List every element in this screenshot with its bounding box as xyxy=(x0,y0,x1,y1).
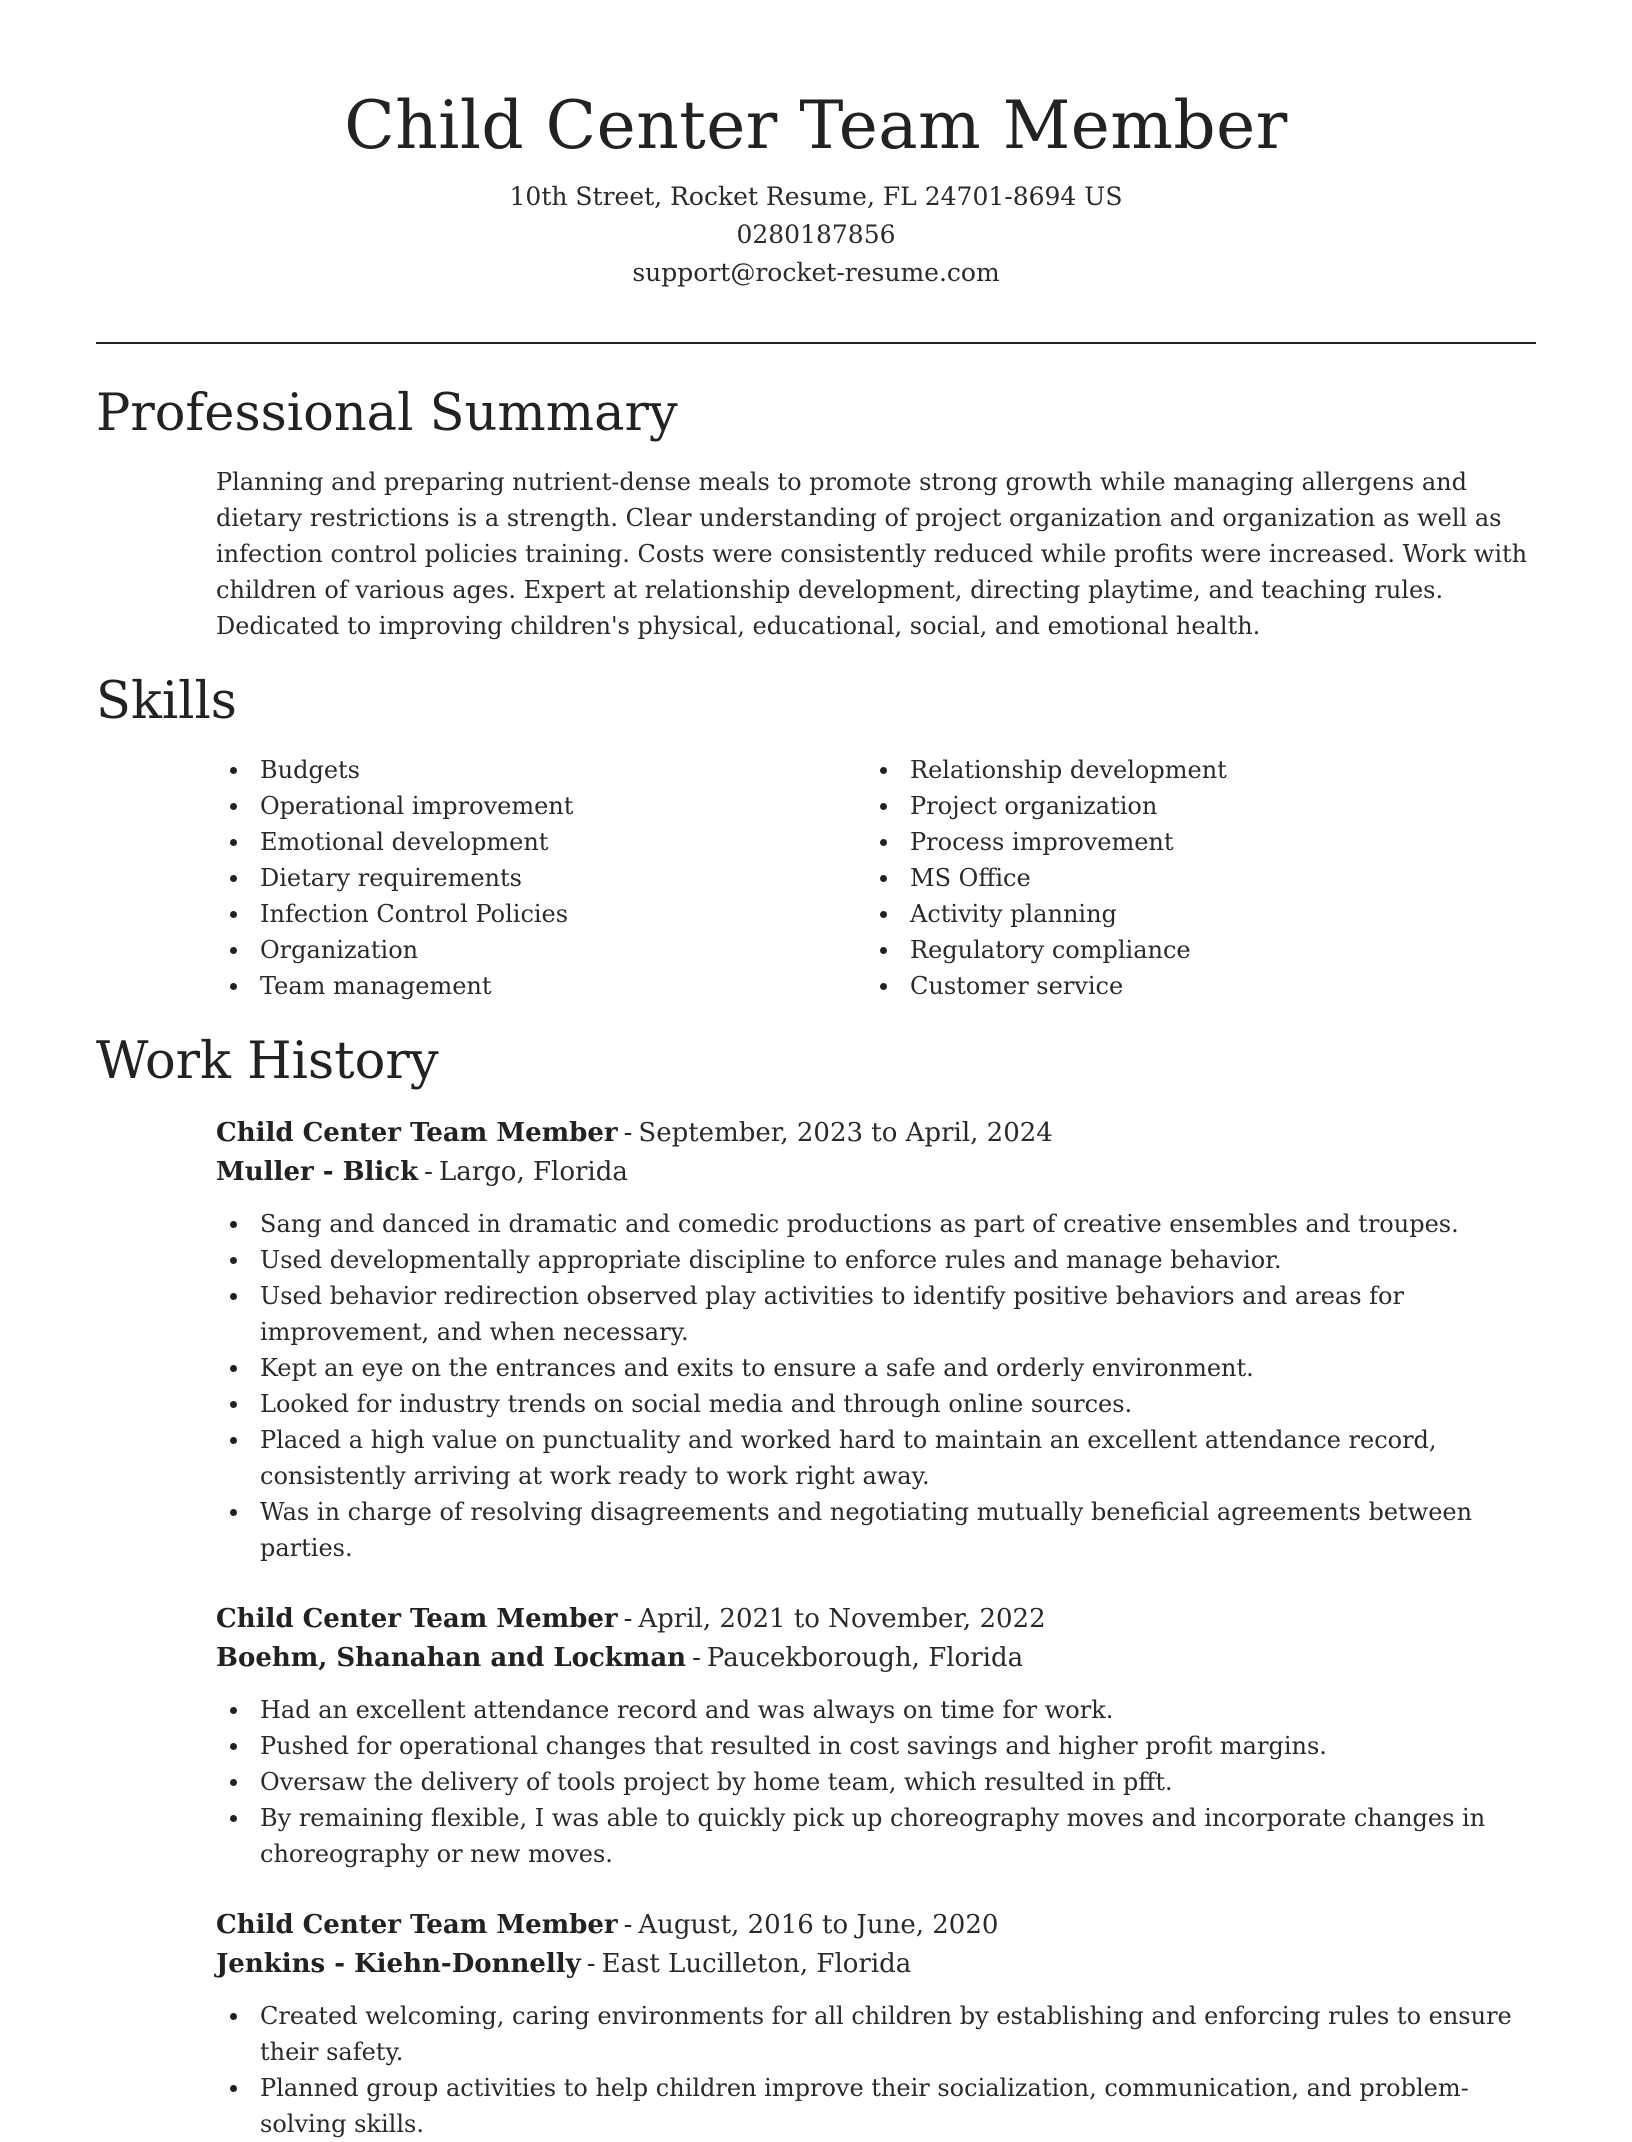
job-bullets xyxy=(216,1206,1536,1566)
separator: - xyxy=(692,1643,701,1673)
skill-item: Process improvement xyxy=(866,824,1516,860)
skill-item: Emotional development xyxy=(216,824,866,860)
contact-email: support@rocket-resume.com xyxy=(632,258,1000,287)
separator: - xyxy=(586,1949,596,1979)
job-bullets xyxy=(216,1998,1536,2142)
job-entry xyxy=(216,1114,1536,1566)
skill-item: Budgets xyxy=(216,752,866,788)
job-bullet: Pushed for operational changes that resulted in cost savings and higher profit margins. xyxy=(216,1728,1536,1764)
job-bullet: By remaining flexible, I was able to quickly pick up choreography moves and incorporate changes in choreography or new moves. xyxy=(216,1800,1536,1872)
separator: - xyxy=(424,1157,433,1187)
skill-item: MS Office xyxy=(866,860,1516,896)
job-bullet: Used developmentally appropriate discipline to enforce rules and manage behavior. xyxy=(216,1242,1536,1278)
job-entry xyxy=(216,1906,1536,2142)
skill-item: Activity planning xyxy=(866,896,1516,932)
skill-item: Infection Control Policies xyxy=(216,896,866,932)
job-bullet: Was in charge of resolving disagreements and negotiating mutually beneficial agreements between parties. xyxy=(216,1494,1536,1566)
job-entry xyxy=(216,1600,1536,1872)
skill-item: Operational improvement xyxy=(216,788,866,824)
skill-item: Organization xyxy=(216,932,866,968)
skill-item: Customer service xyxy=(866,968,1516,1004)
skills-heading: Skills xyxy=(96,672,237,731)
job-bullet: Kept an eye on the entrances and exits to ensure a safe and orderly environment. xyxy=(216,1350,1536,1386)
job-role: Child Center Team Member xyxy=(216,1604,618,1634)
separator: - xyxy=(623,1910,633,1940)
job-bullet: Used behavior redirection observed play activities to identify positive behaviors and areas for improvement, and when necessary. xyxy=(216,1278,1536,1350)
work-history-section xyxy=(96,1028,1536,2142)
job-dates: September, 2023 to April, 2024 xyxy=(638,1118,1053,1148)
skills-left-column xyxy=(216,752,866,1004)
job-company-line xyxy=(216,1639,1536,1678)
summary-text: Planning and preparing nutrient-dense meals to promote strong growth while managing allergens and dietary restrictions is a strength. Clear understanding of project organization and organization as well as infection control policies training. Costs were consistently reduced while profits were increased. Work with children of various ages. Expert at relationship development, directing playtime, and teaching rules. Dedicated to improving children's physical, educational, social, and emotional health. xyxy=(216,468,1528,640)
skill-item: Project organization xyxy=(866,788,1516,824)
job-company-line xyxy=(216,1153,1536,1192)
job-company-line xyxy=(216,1945,1536,1984)
skill-item: Team management xyxy=(216,968,866,1004)
skill-item: Dietary requirements xyxy=(216,860,866,896)
skills-section xyxy=(96,668,1536,1004)
resume-content xyxy=(96,380,1536,2142)
job-title-line xyxy=(216,1906,1536,1945)
separator: - xyxy=(623,1604,633,1634)
skills-right-column xyxy=(866,752,1516,1004)
job-bullet: Planned group activities to help children improve their socialization, communication, and problem-solving skills. xyxy=(216,2070,1536,2142)
resume-header xyxy=(0,0,1632,292)
separator: - xyxy=(623,1118,633,1148)
job-bullet: Sang and danced in dramatic and comedic productions as part of creative ensembles and troupes. xyxy=(216,1206,1536,1242)
job-location: Paucekborough, Florida xyxy=(706,1643,1024,1673)
skill-item: Regulatory compliance xyxy=(866,932,1516,968)
job-title-line xyxy=(216,1600,1536,1639)
job-role: Child Center Team Member xyxy=(216,1118,618,1148)
job-location: Largo, Florida xyxy=(438,1157,628,1187)
summary-heading: Professional Summary xyxy=(96,384,678,443)
job-dates: August, 2016 to June, 2020 xyxy=(638,1910,999,1940)
job-company: Jenkins - Kiehn-Donnelly xyxy=(216,1949,581,1979)
job-location: East Lucilleton, Florida xyxy=(601,1949,912,1979)
job-bullet: Had an excellent attendance record and was always on time for work. xyxy=(216,1692,1536,1728)
contact-block xyxy=(0,178,1632,292)
candidate-name: Child Center Team Member xyxy=(344,87,1288,164)
job-bullet: Placed a high value on punctuality and worked hard to maintain an excellent attendance record, consistently arriving at work ready to work right away. xyxy=(216,1422,1536,1494)
job-bullet: Oversaw the delivery of tools project by home team, which resulted in pfft. xyxy=(216,1764,1536,1800)
job-role: Child Center Team Member xyxy=(216,1910,618,1940)
work-history-heading: Work History xyxy=(96,1032,439,1091)
job-bullet: Looked for industry trends on social media and through online sources. xyxy=(216,1386,1536,1422)
contact-address: 10th Street, Rocket Resume, FL 24701-8694 US xyxy=(509,182,1123,211)
job-company: Muller - Blick xyxy=(216,1157,419,1187)
job-dates: April, 2021 to November, 2022 xyxy=(638,1604,1046,1634)
header-divider xyxy=(96,342,1536,344)
skills-grid xyxy=(216,752,1536,1004)
job-bullets xyxy=(216,1692,1536,1872)
contact-phone: 0280187856 xyxy=(736,220,896,249)
professional-summary-section xyxy=(96,380,1536,644)
job-company: Boehm, Shanahan and Lockman xyxy=(216,1643,687,1673)
skill-item: Relationship development xyxy=(866,752,1516,788)
job-bullet: Created welcoming, caring environments for all children by establishing and enforcing rules to ensure their safety. xyxy=(216,1998,1536,2070)
job-title-line xyxy=(216,1114,1536,1153)
